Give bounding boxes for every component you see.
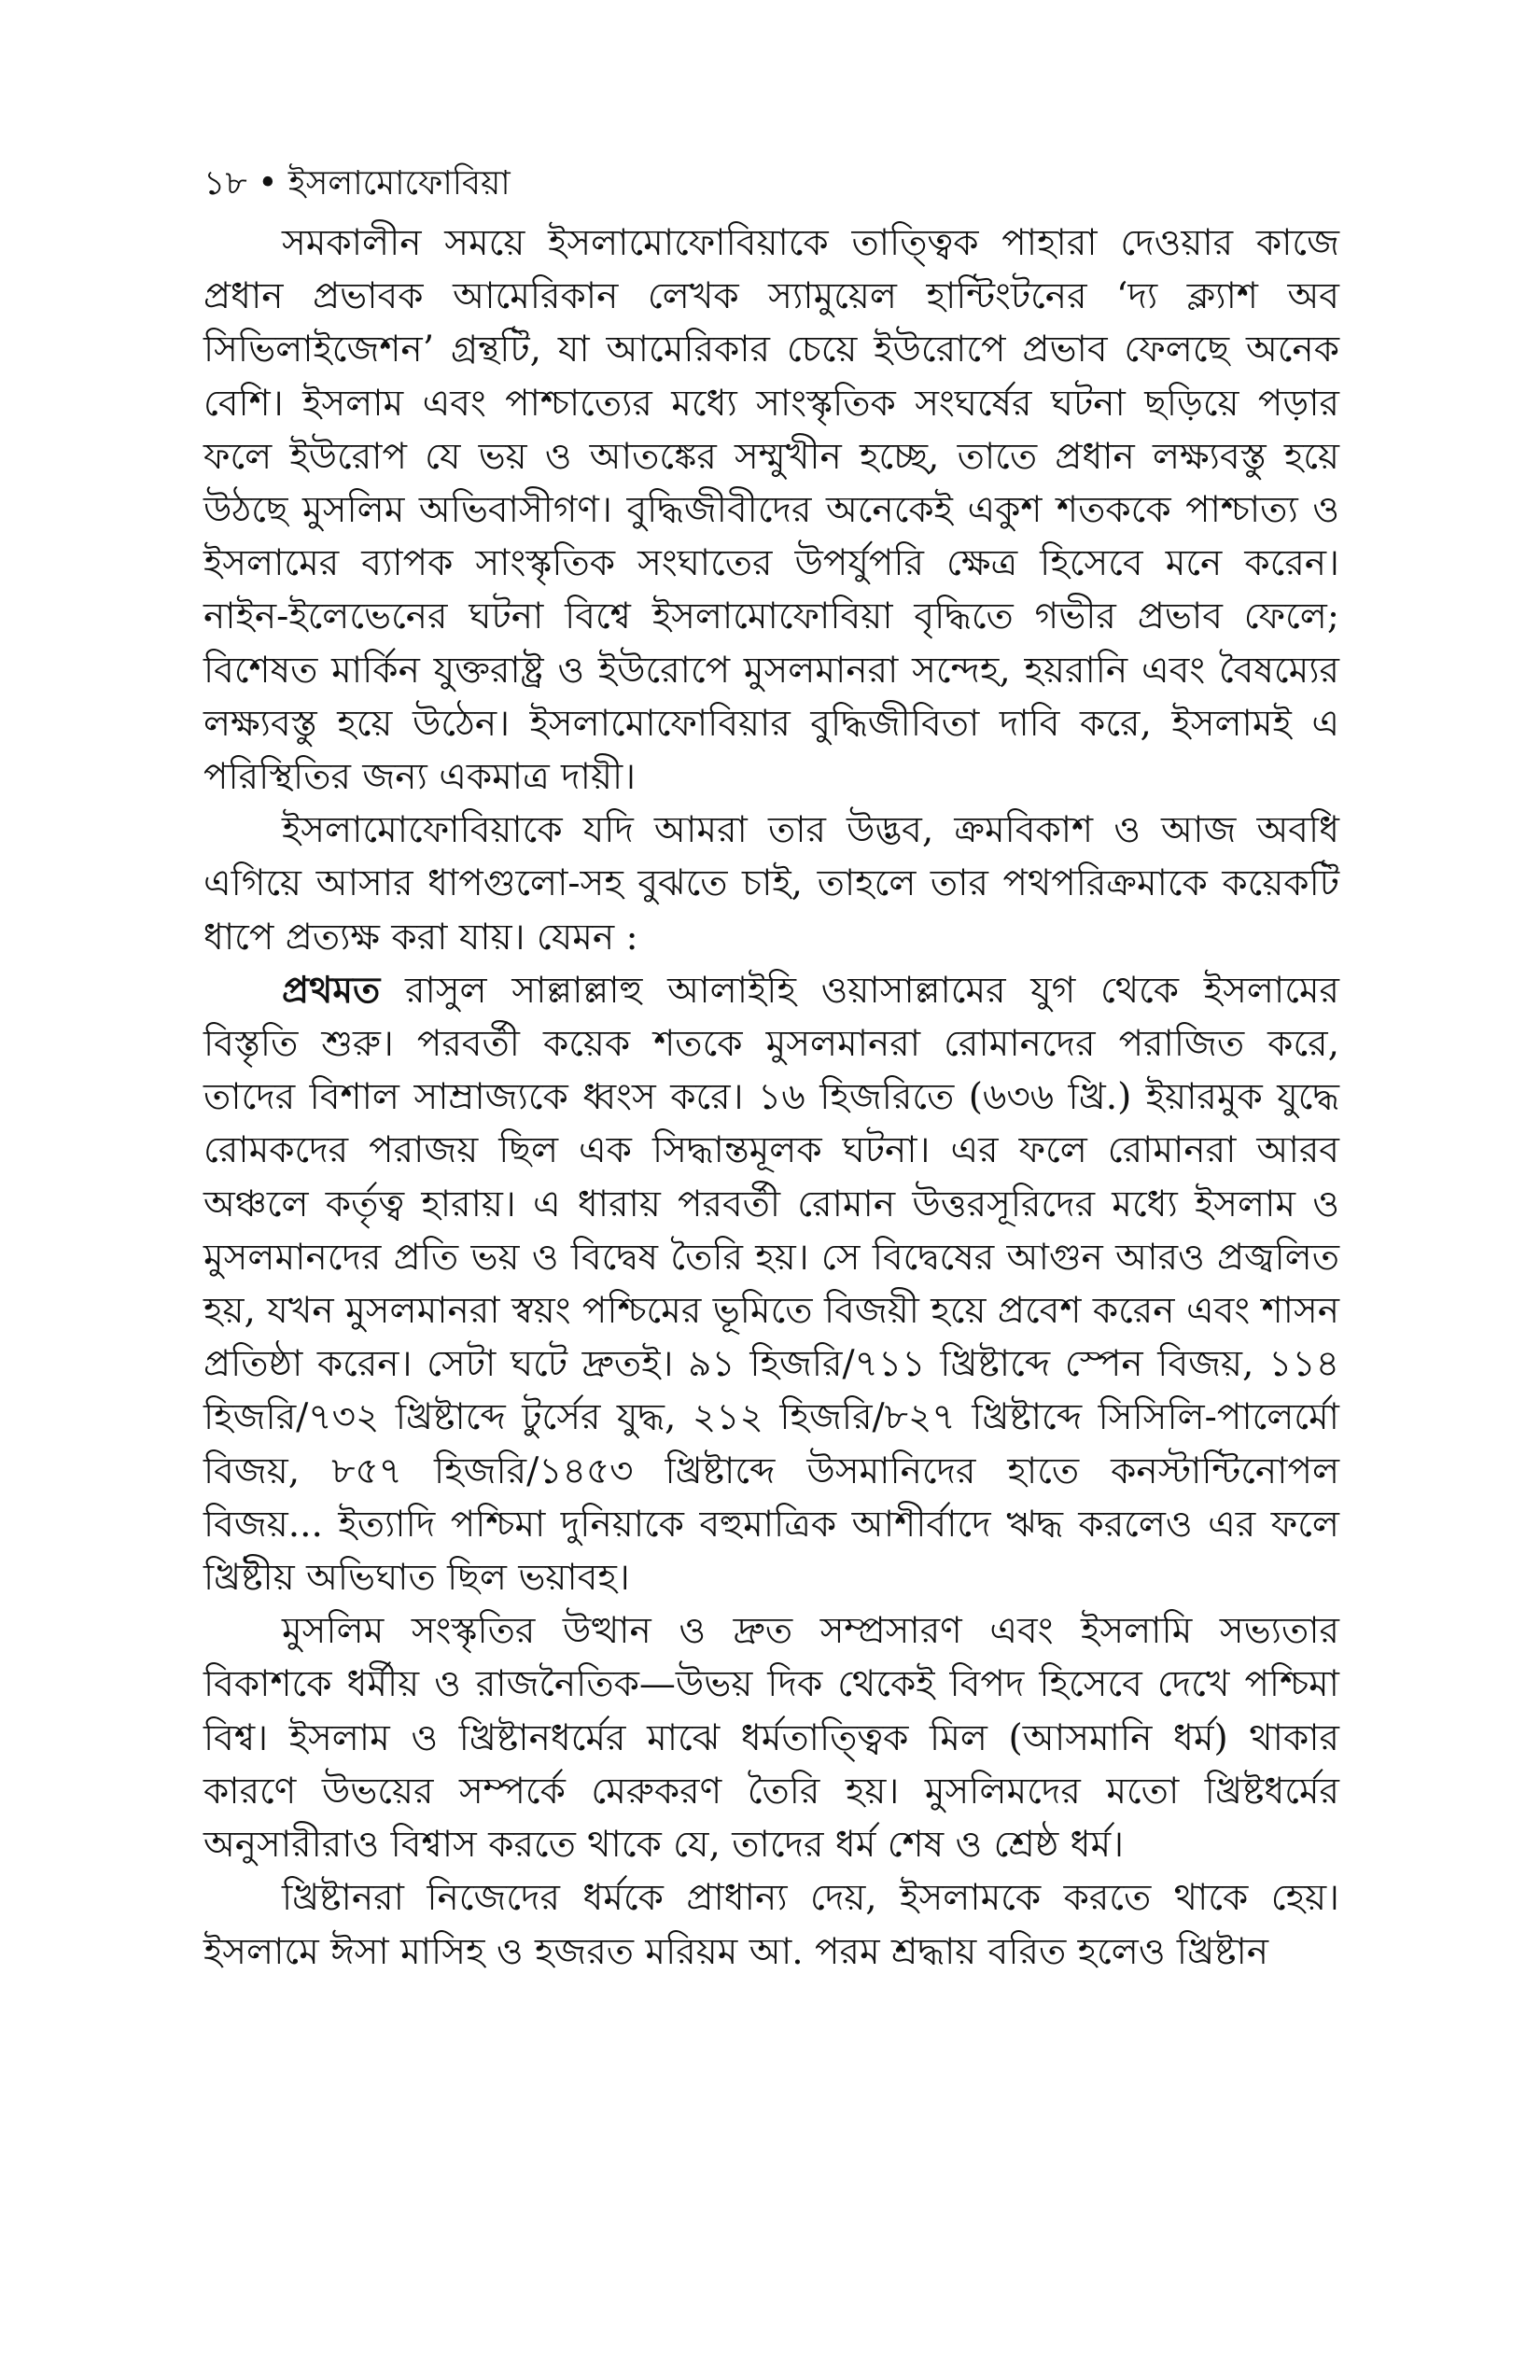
paragraph-1 (203, 217, 1339, 804)
paragraph-lead: প্রথমত (282, 968, 381, 1012)
paragraph-text: মুসলিম সংস্কৃতির উত্থান ও দ্রুত সম্প্রসারণ এবং ইসলামি সভ্যতার বিকাশকে ধর্মীয় ও রাজনৈতিক—উভয় দিক থেকেই বিপদ হিসেবে দেখে পশ্চিমা বিশ্ব। ইসলাম ও খ্রিষ্টানধর্মের মাঝে ধর্মতাত্ত্বিক মিল (আসমানি ধর্ম) থাকার কারণে উভয়ের সম্পর্কে মেরুকরণ তৈরি হয়। মুসলিমদের মতো খ্রিষ্টধর্মের অনুসারীরাও বিশ্বাস করতে থাকে যে, তাদের ধর্ম শেষ ও শ্রেষ্ঠ ধর্ম। (203, 1610, 1339, 1867)
book-title: ইসলামোফোবিয়া (287, 164, 511, 203)
page-number: ১৮ (203, 164, 247, 203)
paragraph-3 (203, 964, 1339, 1604)
paragraph-4 (203, 1604, 1339, 1871)
paragraph-text: সমকালীন সময়ে ইসলামোফোবিয়াকে তাত্ত্বিক পাহারা দেওয়ার কাজে প্রধান প্রভাবক আমেরিকান লেখক স্যামুয়েল হান্টিংটনের ‘দ্য ক্ল্যাশ অব সিভিলাইজেশন’ গ্রন্থটি, যা আমেরিকার চেয়ে ইউরোপে প্রভাব ফেলছে অনেক বেশি। ইসলাম এবং পাশ্চাত্যের মধ্যে সাংস্কৃতিক সংঘর্ষের ঘটনা ছড়িয়ে পড়ার ফলে ইউরোপ যে ভয় ও আতঙ্কের সম্মুখীন হচ্ছে, তাতে প্রধান লক্ষ্যবস্তু হয়ে উঠছে মুসলিম অভিবাসীগণ। বুদ্ধিজীবীদের অনেকেই একুশ শতককে পাশ্চাত্য ও ইসলামের ব্যাপক সাংস্কৃতিক সংঘাতের উপর্যুপরি ক্ষেত্র হিসেবে মনে করেন। নাইন-ইলেভেনের ঘটনা বিশ্বে ইসলামোফোবিয়া বৃদ্ধিতে গভীর প্রভাব ফেলে; বিশেষত মার্কিন যুক্তরাষ্ট্র ও ইউরোপে মুসলমানরা সন্দেহ, হয়রানি এবং বৈষম্যের লক্ষ্যবস্তু হয়ে উঠেন। ইসলামোফোবিয়ার বুদ্ধিজীবিতা দাবি করে, ইসলামই এ পরিস্থিতির জন্য একমাত্র দায়ী। (203, 222, 1339, 799)
header-separator: • (258, 164, 278, 203)
body-text (203, 217, 1339, 1979)
paragraph-text: খ্রিষ্টানরা নিজেদের ধর্মকে প্রাধান্য দেয়, ইসলামকে করতে থাকে হেয়। ইসলামে ঈসা মাসিহ ও হজরত মরিয়ম আ. পরম শ্রদ্ধায় বরিত হলেও খ্রিষ্টান (203, 1877, 1339, 1973)
running-header (203, 161, 1230, 207)
paragraph-text: ইসলামোফোবিয়াকে যদি আমরা তার উদ্ভব, ক্রমবিকাশ ও আজ অবধি এগিয়ে আসার ধাপগুলো-সহ বুঝতে চাই, তাহলে তার পথপরিক্রমাকে কয়েকটি ধাপে প্রত্যক্ষ করা যায়। যেমন : (203, 809, 1339, 959)
paragraph-2 (203, 804, 1339, 964)
paragraph-5 (203, 1871, 1339, 1978)
paragraph-text: রাসুল সাল্লাল্লাহু আলাইহি ওয়াসাল্লামের যুগ থেকে ইসলামের বিস্তৃতি শুরু। পরবর্তী কয়েক শতকে মুসলমানরা রোমানদের পরাজিত করে, তাদের বিশাল সাম্রাজ্যকে ধ্বংস করে। ১৬ হিজরিতে (৬৩৬ খ্রি.) ইয়ারমুক যুদ্ধে রোমকদের পরাজয় ছিল এক সিদ্ধান্তমূলক ঘটনা। এর ফলে রোমানরা আরব অঞ্চলে কর্তৃত্ব হারায়। এ ধারায় পরবর্তী রোমান উত্তরসূরিদের মধ্যে ইসলাম ও মুসলমানদের প্রতি ভয় ও বিদ্বেষ তৈরি হয়। সে বিদ্বেষের আগুন আরও প্রজ্বলিত হয়, যখন মুসলমানরা স্বয়ং পশ্চিমের ভূমিতে বিজয়ী হয়ে প্রবেশ করেন এবং শাসন প্রতিষ্ঠা করেন। সেটা ঘটে দ্রুতই। ৯১ হিজরি/৭১১ খ্রিষ্টাব্দে স্পেন বিজয়, ১১৪ হিজরি/৭৩২ খ্রিষ্টাব্দে টুর্সের যুদ্ধ, ২১২ হিজরি/৮২৭ খ্রিষ্টাব্দে সিসিলি-পালের্মো বিজয়, ৮৫৭ হিজরি/১৪৫৩ খ্রিষ্টাব্দে উসমানিদের হাতে কনস্টান্টিনোপল বিজয়... ইত্যাদি পশ্চিমা দুনিয়াকে বহুমাত্রিক আশীর্বাদে ঋদ্ধ করলেও এর ফলে খ্রিষ্টীয় অভিঘাত ছিল ভয়াবহ। (203, 969, 1339, 1600)
